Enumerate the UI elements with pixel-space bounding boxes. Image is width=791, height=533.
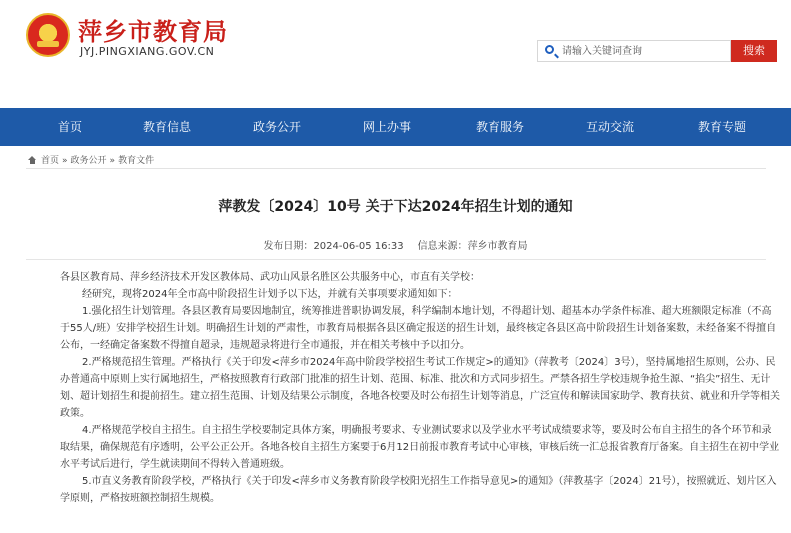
paragraph-5: 5.市直义务教育阶段学校，严格执行《关于印发<萍乡市义务教育阶段学校阳光招生工作指导意见>的通知》（萍教基字〔2024〕21号），按照就近、划片区入学原则，严格按班额控制招生规模。 [60,476,777,504]
article-meta [0,237,791,252]
home-icon [28,156,37,164]
site-header [0,0,791,108]
divider [26,259,766,260]
search-icon [545,45,554,54]
article-title: 萍教发〔2024〕10号 关于下达2024年招生计划的通知 [218,199,573,215]
main-nav [0,108,791,146]
search-button[interactable]: 搜索 [731,40,777,62]
intro-paragraph: 经研究，现将2024年全市高中阶段招生计划予以下达，并就有关事项要求通知如下： [82,289,458,300]
breadcrumb-education-documents[interactable]: 教育文件 [118,156,155,166]
paragraph-2: 2.严格规范招生管理。严格执行《关于印发<萍乡市2024年高中阶段学校招生考试工作规定>的通知》（萍教考〔2024〕3号），坚持属地招生原则，公办、民办普通高中原则上实行属地招生，严格按照教育行政部门批准的招生计划、范围、标准、批次和方式同步招生。严禁各招生学校违规争抢生源、“掐尖”招生、无计划、超计划招生和提前招生。建立招生范围、计划及结果公示制度，各地各校要及时公布招生计划等消息，广泛宣传和解读国家助学、教育扶贫、就业和升学等相关政策。 [60,357,780,419]
site-url: JYJ.PINGXIANG.GOV.CN [80,45,215,58]
nav-item-government-affairs[interactable]: 政务公开 [252,120,301,134]
source-label: 信息来源： [417,241,468,252]
breadcrumb [28,153,154,166]
nav-item-education-info[interactable]: 教育信息 [142,120,191,134]
search-box [537,40,731,62]
nav-item-special-topics[interactable]: 教育专题 [697,120,746,134]
article-body [60,269,780,507]
breadcrumb-separator: » [109,156,116,166]
paragraph-1: 1.强化招生计划管理。各县区教育局要因地制宜，统筹推进普职协调发展，科学编制本地计划，不得超计划、超基本办学条件标准、超大班额限定标准（不高于55人/班）安排学校招生计划。明确招生计划的严肃性，市教育局根据各县区确定报送的招生计划，最终核定各县区高中阶段招生计划备案数，未经备案不得擅自公布，一经确定备案数不得擅自超录，违规超录将进行全市通报，并在相关考核中予以扣分。 [60,306,777,351]
addressee: 各县区教育局、萍乡经济技术开发区教体局、武功山风景名胜区公共服务中心，市直有关学校： [60,272,480,283]
nav-item-online-services[interactable]: 网上办事 [362,120,411,134]
nav-item-education-services[interactable]: 教育服务 [475,120,524,134]
publish-date-label: 发布日期： [263,241,314,252]
publish-date: 2024-06-05 16:33 [313,241,404,252]
search-input[interactable] [562,41,727,61]
national-emblem-icon: ★ [26,13,70,57]
paragraph-4: 4.严格规范学校自主招生。自主招生学校要制定具体方案，明确报考要求、专业测试要求以及学业水平考试成绩要求等，要及时公布自主招生的各个环节和录取结果，确保规范有序透明，公平公正公开。各地各校自主招生方案要于6月12日前报市教育考试中心审核，审核后统一汇总报省教育厅备案。自主招生在初中学业水平考试后进行，学生就读期间不得转入普通班级。 [60,425,780,470]
breadcrumb-home[interactable]: 首页 [41,156,60,166]
breadcrumb-government-affairs[interactable]: 政务公开 [70,156,107,166]
nav-item-home[interactable]: 首页 [57,120,82,134]
site-title[interactable]: 萍乡市教育局 [78,18,228,46]
divider [26,168,766,169]
nav-item-interaction[interactable]: 互动交流 [585,120,634,134]
source: 萍乡市教育局 [467,241,528,252]
breadcrumb-separator: » [62,156,68,166]
